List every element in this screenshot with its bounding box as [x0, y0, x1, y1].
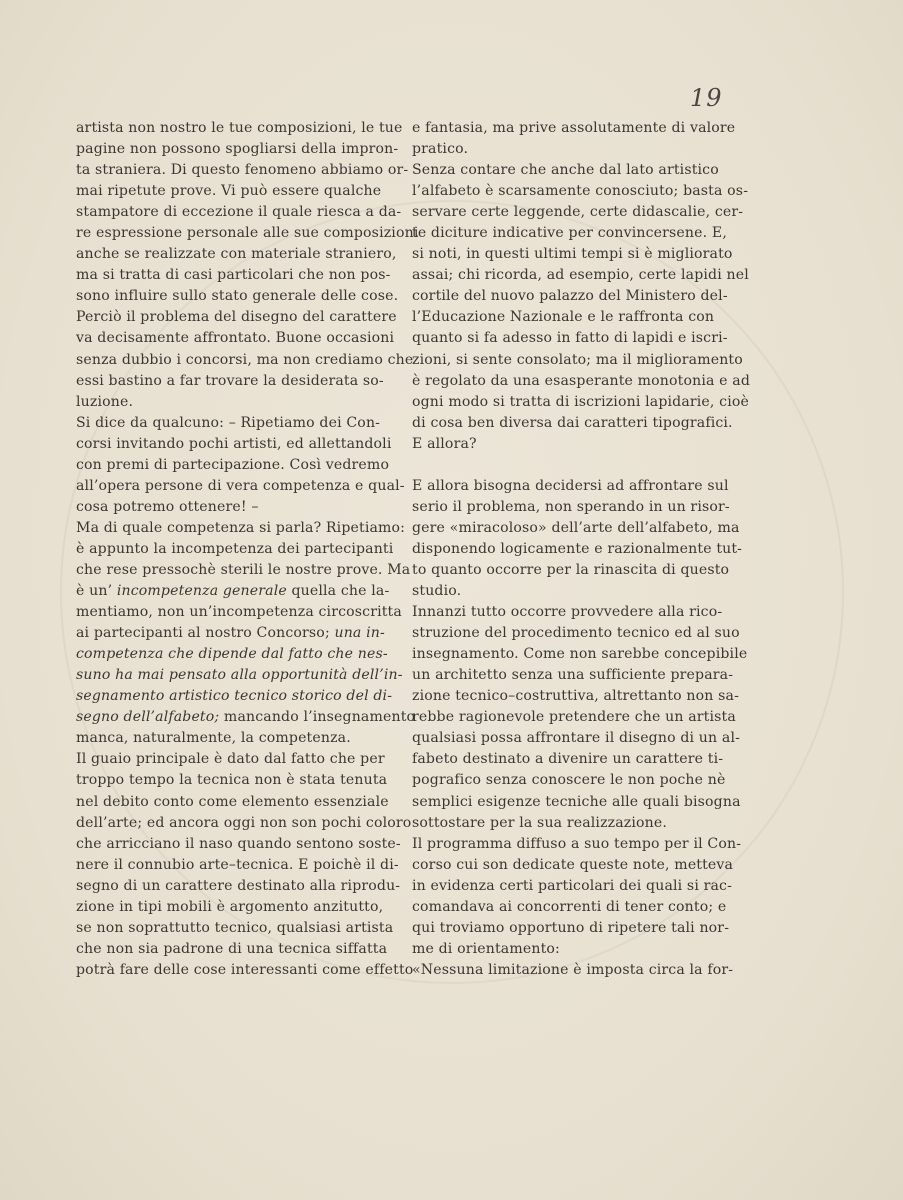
text-line [76, 792, 389, 813]
text-line [76, 181, 382, 202]
text-line [412, 665, 734, 686]
text-line [76, 728, 378, 749]
text-line [76, 897, 384, 918]
line-text: «Nessuna limitazione è imposta circa la for- [412, 961, 734, 978]
text-line [412, 813, 714, 834]
line-text: nere il connubio arte–tecnica. E poichè il di- [76, 856, 399, 873]
text-line [412, 581, 714, 602]
text-line [412, 686, 739, 707]
line-text: si noti, in questi ultimi tempi si è migliorato [412, 246, 733, 263]
text-line [412, 644, 748, 665]
line-text: me di orientamento: [412, 940, 560, 957]
line-text: è appunto la incompetenza dei partecipanti [76, 540, 394, 557]
text-line [412, 181, 749, 202]
line-text: se non soprattutto tecnico, qualsiasi artista [76, 919, 394, 936]
italic-text: segnamento artistico tecnico storico del di- [76, 688, 393, 705]
text-line [412, 434, 714, 455]
text-line [76, 160, 409, 181]
line-text: pografico senza conoscere le non poche nè [412, 772, 726, 789]
text-line [412, 202, 744, 223]
paragraph-gap [412, 455, 714, 476]
line-text: un architetto senza una sufficiente prepara- [412, 667, 734, 684]
text-line [412, 855, 734, 876]
text-line [412, 476, 729, 497]
line-text: anche se realizzate con materiale straniero, [76, 246, 397, 263]
line-text: Senza contare che anche dal lato artistico [412, 162, 719, 179]
line-text: qui troviamo opportuno di ripetere tali nor- [412, 919, 730, 936]
text-line [76, 539, 394, 560]
text-line [412, 602, 723, 623]
text-line [76, 202, 402, 223]
text-line [76, 623, 385, 644]
line-text: qualsiasi possa affrontare il disegno di un al- [412, 730, 741, 747]
text-line [412, 939, 714, 960]
line-text: Innanzi tutto occorre provvedere alla rico- [412, 604, 723, 621]
text-line [412, 960, 734, 981]
left-text-column [76, 118, 419, 981]
line-text: zione in tipi mobili è argomento anzitutto, [76, 898, 384, 915]
text-line [412, 770, 726, 791]
page-number: 19 [690, 84, 723, 112]
line-text: quanto si fa adesso in fatto di lapidi e iscri- [412, 330, 728, 347]
text-line [412, 286, 728, 307]
line-text: che arricciano il naso quando sentono soste- [76, 835, 401, 852]
text-line [76, 476, 405, 497]
line-text: rebbe ragionevole pretendere che un artista [412, 709, 736, 726]
line-text: Il guaio principale è dato dal fatto che per [76, 751, 385, 768]
text-line [412, 160, 719, 181]
text-line [412, 223, 727, 244]
text-line [76, 434, 392, 455]
text-line [76, 518, 406, 539]
line-text: Si dice da qualcuno: – Ripetiamo dei Con- [76, 414, 381, 431]
line-text: all’opera persone di vera competenza e qual- [76, 477, 405, 494]
line-text: insegnamento. Come non sarebbe concepibile [412, 646, 748, 663]
text-line [412, 413, 733, 434]
text-line [412, 834, 742, 855]
line-text: pagine non possono spogliarsi della impron- [76, 141, 399, 158]
line-text: te diciture indicative per convincersene. E, [412, 225, 727, 242]
text-line [76, 307, 397, 328]
line-text: è regolato da una esasperante monotonia e ad [412, 372, 751, 389]
line-text: luzione. [76, 393, 134, 410]
line-text: l’alfabeto è scarsamente conosciuto; basta os- [412, 183, 749, 200]
line-text: artista non nostro le tue composizioni, le tue [76, 120, 403, 136]
italic-text: incompetenza generale [116, 583, 287, 600]
text-line [76, 286, 399, 307]
italic-text: competenza che dipende dal fatto che nes- [76, 646, 388, 663]
line-text: troppo tempo la tecnica non è stata tenuta [76, 772, 388, 789]
text-line [412, 307, 714, 328]
text-line [76, 223, 419, 244]
line-text: serio il problema, non sperando in un risor- [412, 498, 730, 515]
line-text: cortile del nuovo palazzo del Ministero del- [412, 288, 728, 305]
text-line [76, 770, 388, 791]
line-text: E allora? [412, 435, 477, 452]
line-text: dell’arte; ed ancora oggi non son pochi coloro [76, 814, 412, 831]
text-line [412, 918, 730, 939]
line-text: ma si tratta di casi particolari che non pos- [76, 267, 391, 284]
line-text: corso cui son dedicate queste note, metteva [412, 856, 734, 873]
text-line [412, 707, 736, 728]
line-text: comandava ai concorrenti di tener conto; e [412, 898, 727, 915]
text-line [76, 749, 385, 770]
text-line [412, 371, 751, 392]
text-line [76, 244, 397, 265]
text-line [76, 876, 401, 897]
line-text: disponendo logicamente e razionalmente tut- [412, 540, 743, 557]
line-text: che non sia padrone di una tecnica siffatta [76, 940, 388, 957]
text-line [76, 602, 402, 623]
text-line [76, 139, 399, 160]
text-line [76, 350, 414, 371]
line-text: Perciò il problema del disegno del carattere [76, 309, 397, 326]
line-text: pratico. [412, 141, 469, 158]
text-line [412, 728, 741, 749]
line-text: segno di un carattere destinato alla riprodu- [76, 877, 401, 894]
text-line [412, 623, 740, 644]
text-line [412, 518, 740, 539]
line-text: potrà fare delle cose interessanti come effetto [76, 961, 414, 978]
line-text: servare certe leggende, certe didascalie, cer- [412, 204, 744, 221]
text-line [76, 665, 403, 686]
line-text: con premi di partecipazione. Così vedremo [76, 456, 390, 473]
line-text: Ma di quale competenza si parla? Ripetiamo: [76, 519, 406, 536]
text-line [412, 560, 730, 581]
line-text: che rese pressochè sterili le nostre prove. Ma [76, 561, 411, 578]
line-text: ai partecipanti al nostro Concorso; [76, 625, 335, 642]
text-line [76, 834, 401, 855]
text-line [76, 918, 394, 939]
text-line [76, 939, 388, 960]
right-text-column [412, 118, 751, 981]
line-text: gere «miracoloso» dell’arte dell’alfabeto, ma [412, 519, 740, 536]
text-line [76, 560, 411, 581]
text-line [76, 392, 378, 413]
line-text: essi bastino a far trovare la desiderata so- [76, 372, 384, 389]
line-text: mai ripetute prove. Vi può essere qualche [76, 183, 382, 200]
line-text: fabeto destinato a divenire un carattere ti- [412, 751, 724, 768]
line-text: re espressione personale alle sue composizioni [76, 225, 419, 242]
text-line [76, 581, 390, 602]
text-line [412, 265, 749, 286]
text-line [412, 897, 727, 918]
line-text: nel debito conto come elemento essenziale [76, 793, 389, 810]
text-line [76, 644, 388, 665]
text-line [76, 371, 384, 392]
text-line [412, 244, 733, 265]
italic-text: segno dell’alfabeto; [76, 709, 220, 726]
line-text: mentiamo, non un’incompetenza circoscritta [76, 604, 402, 621]
text-line [412, 118, 736, 139]
line-text: sottostare per la sua realizzazione. [412, 814, 668, 831]
line-text: in evidenza certi particolari dei quali si rac- [412, 877, 733, 894]
text-line [412, 749, 724, 770]
italic-text: suno ha mai pensato alla opportunità dell’in- [76, 667, 403, 684]
line-text: sono influire sullo stato generale delle cose. [76, 288, 399, 305]
text-line [412, 139, 714, 160]
line-text: assai; chi ricorda, ad esempio, certe lapidi nel [412, 267, 749, 284]
line-text: senza dubbio i concorsi, ma non crediamo che [76, 351, 414, 368]
text-line [412, 328, 728, 349]
line-text: cosa potremo ottenere! – [76, 498, 259, 515]
text-line [412, 350, 743, 371]
line-text: zione tecnico–costruttiva, altrettanto non sa- [412, 688, 739, 705]
text-line [76, 686, 393, 707]
text-line [76, 118, 403, 139]
line-text: struzione del procedimento tecnico ed al suo [412, 625, 740, 642]
line-text: zioni, si sente consolato; ma il miglioramento [412, 351, 743, 368]
line-text: E allora bisogna decidersi ad affrontare sul [412, 477, 729, 494]
line-text: ogni modo si tratta di iscrizioni lapidarie, cioè [412, 393, 749, 410]
text-line [412, 539, 743, 560]
text-line [76, 413, 381, 434]
text-line [76, 707, 416, 728]
text-line [412, 876, 733, 897]
line-text: l’Educazione Nazionale e le raffronta con [412, 309, 715, 326]
text-line [76, 497, 378, 518]
text-line [76, 265, 391, 286]
line-text: va decisamente affrontato. Buone occasioni [76, 330, 395, 347]
line-text: quella che la- [286, 583, 390, 600]
line-text: Il programma diffuso a suo tempo per il Con- [412, 835, 742, 852]
text-line [76, 813, 412, 834]
italic-text: una in- [334, 625, 385, 642]
text-line [76, 855, 399, 876]
text-line [76, 328, 395, 349]
text-line [412, 792, 741, 813]
line-text: e fantasia, ma prive assolutamente di valore [412, 120, 736, 136]
line-text: mancando l’insegnamento [219, 709, 416, 726]
text-line [76, 960, 414, 981]
line-text: studio. [412, 583, 462, 600]
line-text: di cosa ben diversa dai caratteri tipografici. [412, 414, 733, 431]
line-text: ta straniera. Di questo fenomeno abbiamo or- [76, 162, 409, 179]
line-text: corsi invitando pochi artisti, ed allettandoli [76, 435, 392, 452]
text-line [412, 392, 749, 413]
line-text: manca, naturalmente, la competenza. [76, 730, 351, 747]
line-text: è un’ [76, 583, 117, 600]
line-text: to quanto occorre per la rinascita di questo [412, 561, 730, 578]
line-text: stampatore di eccezione il quale riesca a da- [76, 204, 402, 221]
line-text: semplici esigenze tecniche alle quali bisogna [412, 793, 741, 810]
text-line [76, 455, 390, 476]
text-line [412, 497, 730, 518]
